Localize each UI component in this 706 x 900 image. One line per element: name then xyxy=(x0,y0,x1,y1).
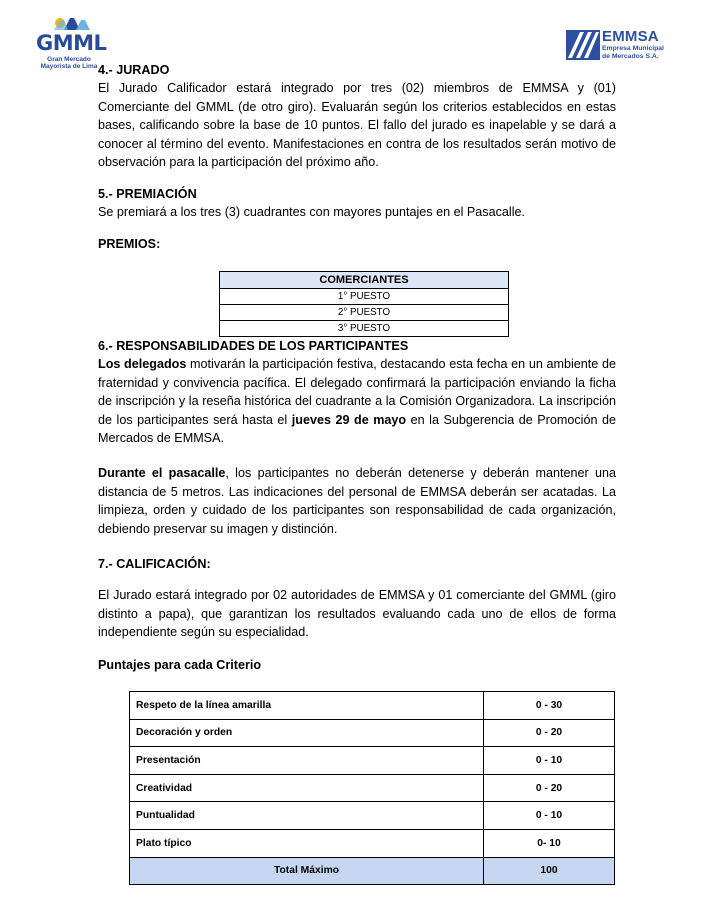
table-row xyxy=(130,692,615,720)
emmsa-stripes-icon xyxy=(566,28,600,62)
criterios-title: Puntajes para cada Criterio xyxy=(98,658,262,672)
section-4-title: 4.- JURADO xyxy=(98,63,170,77)
criterio-value: 0 - 10 xyxy=(484,802,615,830)
deadline-date: jueves 29 de mayo xyxy=(291,412,407,427)
pasacalle-label: Durante el pasacalle xyxy=(98,466,226,480)
total-value: 100 xyxy=(484,857,615,885)
section-7-title: 7.- CALIFICACIÓN: xyxy=(98,557,211,571)
premios-header: COMERCIANTES xyxy=(220,272,509,289)
table-row xyxy=(130,829,615,857)
delegados-label: Los delegados xyxy=(98,357,187,371)
table-row xyxy=(130,719,615,747)
premios-row: 2° PUESTO xyxy=(220,305,509,321)
emmsa-logo xyxy=(566,28,670,64)
gmml-wordmark: GMML xyxy=(36,31,107,55)
section-5-body: Se premiará a los tres (3) cuadrantes con mayores puntajes en el Pasacalle. xyxy=(98,205,526,219)
criterio-value: 0 - 30 xyxy=(484,692,615,720)
premios-row: 3° PUESTO xyxy=(220,321,509,337)
section-4-body: El Jurado Calificador estará integrado por tres (02) miembros de EMMSA y (01) Comerciante del GMML (de otro giro). Evaluarán según los criterios establecidos en estas bases, calificando sobre la base de 10 puntos. El fallo del jurado es inapelable y se dará a conocer al término del evento. Manifestaciones en contra de los resultados serán motivo de observación para la participación del próximo año. xyxy=(98,81,616,169)
emmsa-subtitle: Empresa Municipal de Mercados S.A. xyxy=(602,45,664,60)
section-7-body: El Jurado estará integrado por 02 autoridades de EMMSA y 01 comerciante del GMML (giro distinto a papa), que garantizan los resultados evaluando cada uno de ellos de forma independiente según su especialidad. xyxy=(98,588,616,639)
criterio-value: 0 - 10 xyxy=(484,747,615,775)
criterio-value: 0 - 20 xyxy=(484,774,615,802)
gmml-subtitle: Gran Mercado Mayorista de Lima xyxy=(40,56,98,70)
criterio-name: Presentación xyxy=(130,747,484,775)
gmml-logo xyxy=(34,14,106,78)
premios-row: 1° PUESTO xyxy=(220,289,509,305)
table-row xyxy=(130,747,615,775)
total-row xyxy=(130,857,615,885)
criterio-name: Plato típico xyxy=(130,829,484,857)
market-roof-icon xyxy=(52,14,92,32)
premios-table xyxy=(219,271,509,337)
table-row xyxy=(130,774,615,802)
section-6-paragraph-2: Durante el pasacalle, los participantes no deberán detenerse y deberán mantener una distancia de 5 metros. Las indicaciones del personal de EMMSA deberán ser acatadas. La limpieza, orden y cuidado de los participantes son responsabilidad de cada organización, debiendo preservar su imagen y distinción. xyxy=(98,466,616,536)
section-5-title: 5.- PREMIACIÓN xyxy=(98,187,197,201)
table-row xyxy=(130,802,615,830)
section-6-paragraph-1: Los delegados motivarán la participación festiva, destacando esta fecha en un ambiente de fraternidad y convivencia pacífica. El delegado confirmará la participación enviando la ficha de inscripción y la reseña histórica del cuadrante a la Comisión Organizadora. La inscripción de los participantes será hasta el jueves 29 de mayo en la Subgerencia de Promoción de Mercados de EMMSA. xyxy=(98,357,616,445)
criterio-name: Decoración y orden xyxy=(130,719,484,747)
section-6-title: 6.- RESPONSABILIDADES DE LOS PARTICIPANTES xyxy=(98,339,409,353)
premios-title: PREMIOS: xyxy=(98,237,161,251)
criterio-value: 0- 10 xyxy=(484,829,615,857)
criterio-value: 0 - 20 xyxy=(484,719,615,747)
criterio-name: Respeto de la línea amarilla xyxy=(130,692,484,720)
criterio-name: Puntualidad xyxy=(130,802,484,830)
criterios-table xyxy=(129,691,615,885)
emmsa-wordmark: EMMSA xyxy=(602,28,659,45)
criterio-name: Creatividad xyxy=(130,774,484,802)
total-label: Total Máximo xyxy=(130,857,484,885)
